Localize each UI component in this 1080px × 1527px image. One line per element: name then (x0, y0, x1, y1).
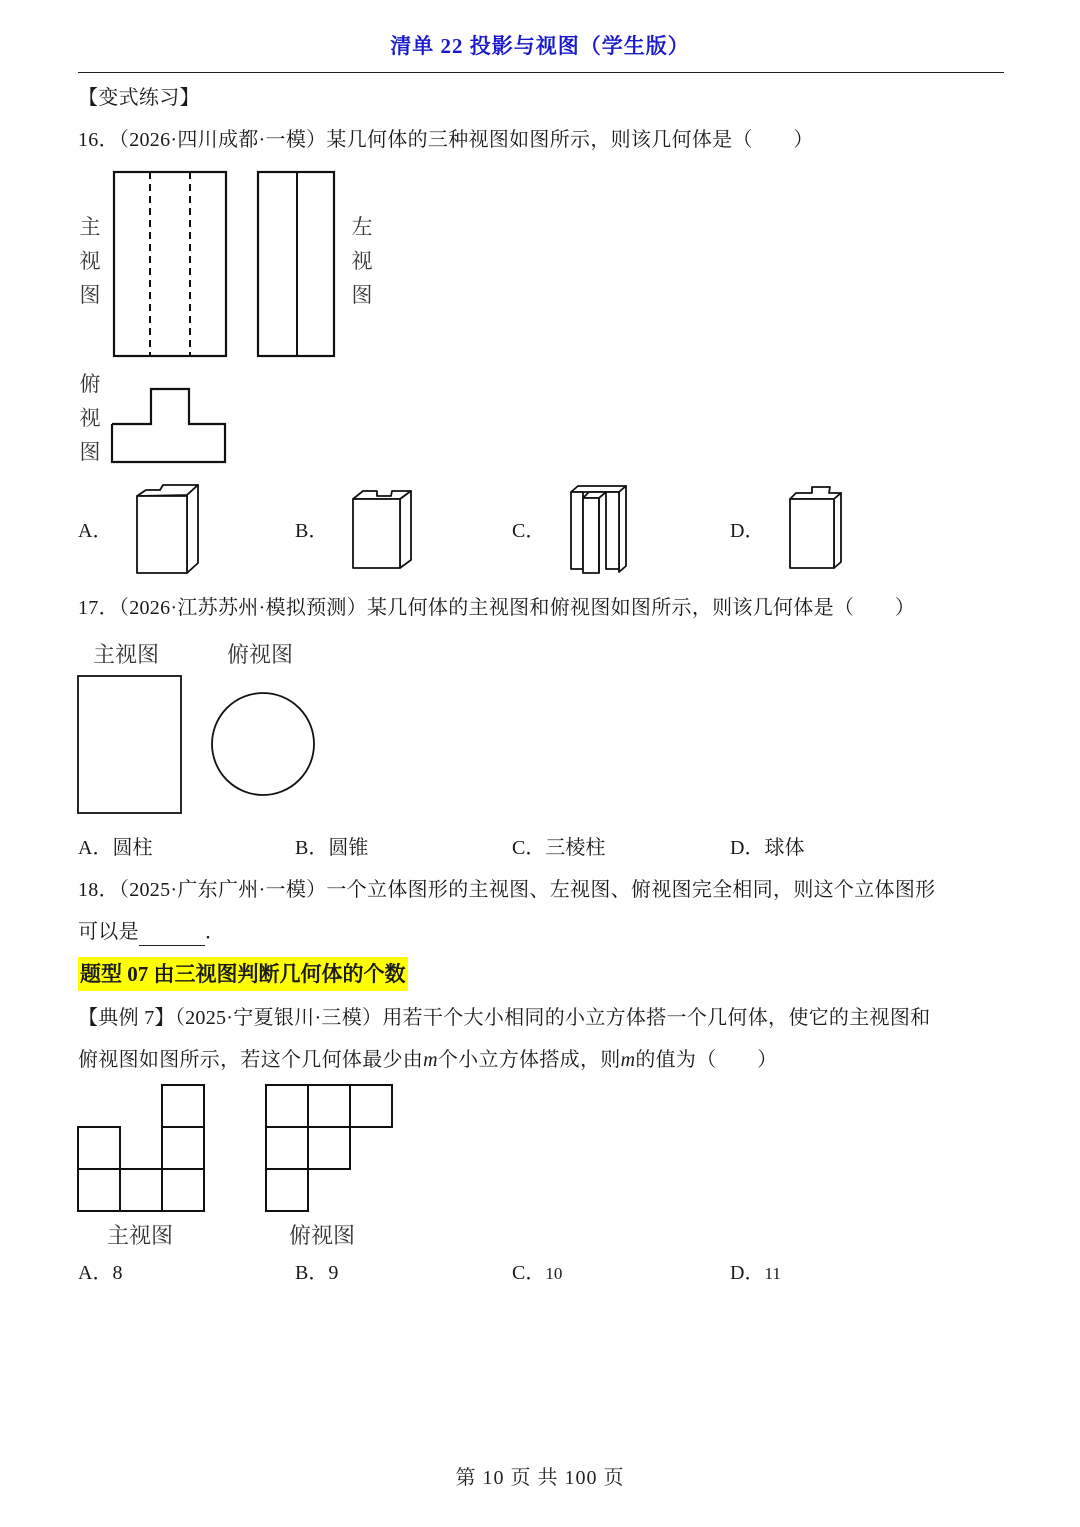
question-number: 16． (78, 129, 119, 151)
section-heading-type-07: 题型 07 由三视图判断几何体的个数 (78, 957, 408, 991)
practice-section-label: 【变式练习】 (78, 87, 200, 109)
question-number: 17． (78, 597, 119, 619)
q17-top-view-caption: 俯视图 (227, 642, 294, 667)
q17-option-c[interactable]: C．三棱柱 (512, 837, 606, 859)
example-7-option-d[interactable]: D．11 (730, 1262, 781, 1284)
example-7-top-view-caption: 俯视图 (289, 1223, 356, 1248)
example-text: （2025·宁夏银川·三模）用若干个大小相同的小立方体搭一个几何体，使它的主视图和 (174, 1007, 931, 1029)
example-tag: 【典例 7】 (78, 1007, 175, 1029)
q16-option-c[interactable]: C． (512, 520, 546, 542)
question-text: （2026·四川成都·一模）某几何体的三种视图如图所示，则该几何体是（ ） (118, 129, 814, 151)
front-view-vertical-label: 主 视 图 (79, 215, 101, 307)
q17-option-a[interactable]: A．圆柱 (78, 837, 153, 859)
q17-front-view-caption: 主视图 (93, 642, 160, 667)
question-text: （2026·江苏苏州·模拟预测）某几何体的主视图和俯视图如图所示，则该几何体是（ ） (118, 597, 916, 619)
question-number: 18． (78, 879, 119, 901)
question-text: （2025·广东广州·一模）一个立体图形的主视图、左视图、俯视图完全相同，则这个立体图形 (118, 879, 936, 901)
document-title: 清单 22 投影与视图（学生版） (390, 34, 690, 58)
q17-option-d[interactable]: D．球体 (730, 837, 805, 859)
variable-m: m (423, 1049, 438, 1071)
example-7-line2: 俯视图如图所示，若这个几何体最少由m个小立方体搭成，则m的值为（ ） (78, 1049, 778, 1071)
variable-m: m (620, 1049, 636, 1071)
q17-option-b[interactable]: B．圆锥 (295, 837, 369, 859)
example-7-option-a[interactable]: A．8 (78, 1262, 123, 1284)
page-number-footer: 第 10 页 共 100 页 (455, 1467, 625, 1489)
example-7-front-view-caption: 主视图 (107, 1223, 174, 1248)
top-view-vertical-label: 俯 视 图 (79, 372, 101, 464)
q16-option-d[interactable]: D． (730, 520, 765, 542)
left-view-vertical-label: 左 视 图 (351, 215, 373, 307)
example-7-option-b[interactable]: B．9 (295, 1262, 339, 1284)
q16-option-b[interactable]: B． (295, 520, 329, 542)
q16-option-a[interactable]: A． (78, 520, 113, 542)
question-18-line2: 可以是 ． (78, 918, 225, 946)
example-7-option-c[interactable]: C．10 (512, 1262, 563, 1284)
